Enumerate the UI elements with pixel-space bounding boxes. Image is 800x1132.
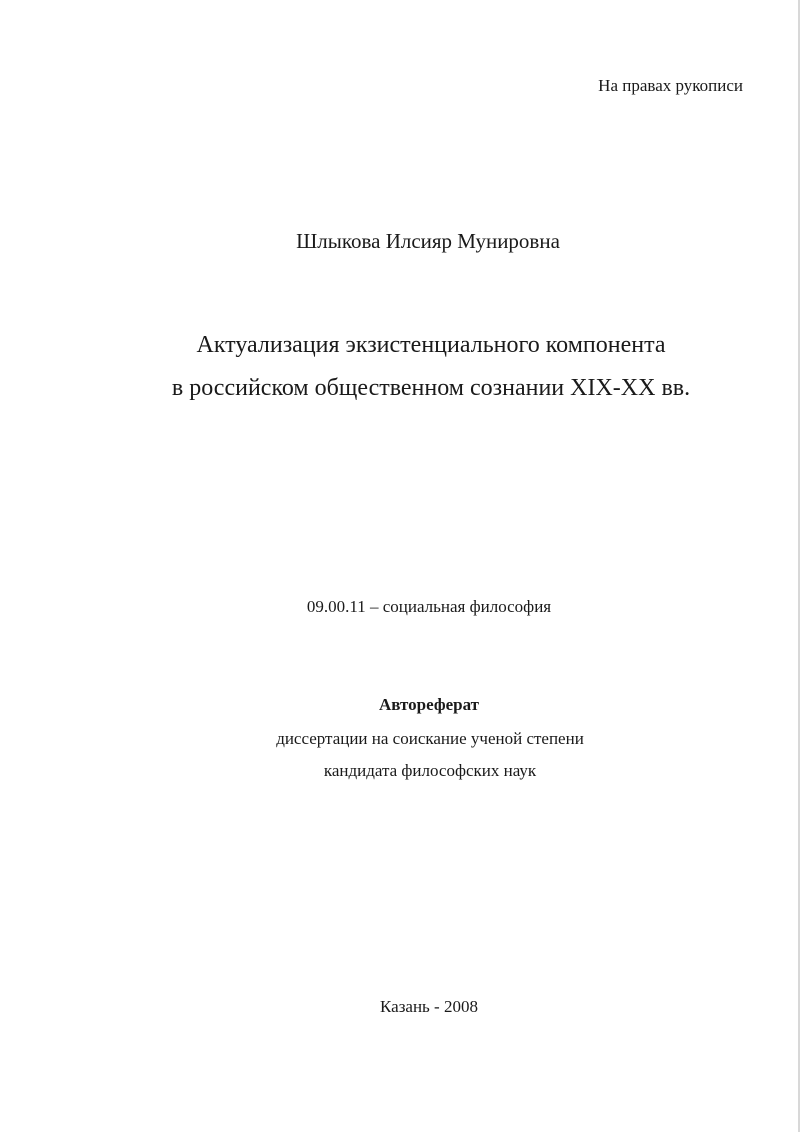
place-year: Казань - 2008 [380,997,478,1016]
author-name: Шлыкова Илсияр Мунировна [296,229,560,253]
description-line-1: диссертации на соискание ученой степени [276,729,584,748]
title-line-1: Актуализация экзистенциального компонента [196,332,666,358]
specialty-code: 09.00.11 – социальная философия [306,597,552,616]
title-line-2: в российском общественном сознании XIX-XX вв. [171,375,691,401]
document-type: Автореферат [378,695,480,714]
description-line-2: кандидата философских наук [323,761,537,780]
rights-note: На правах рукописи [598,76,743,95]
